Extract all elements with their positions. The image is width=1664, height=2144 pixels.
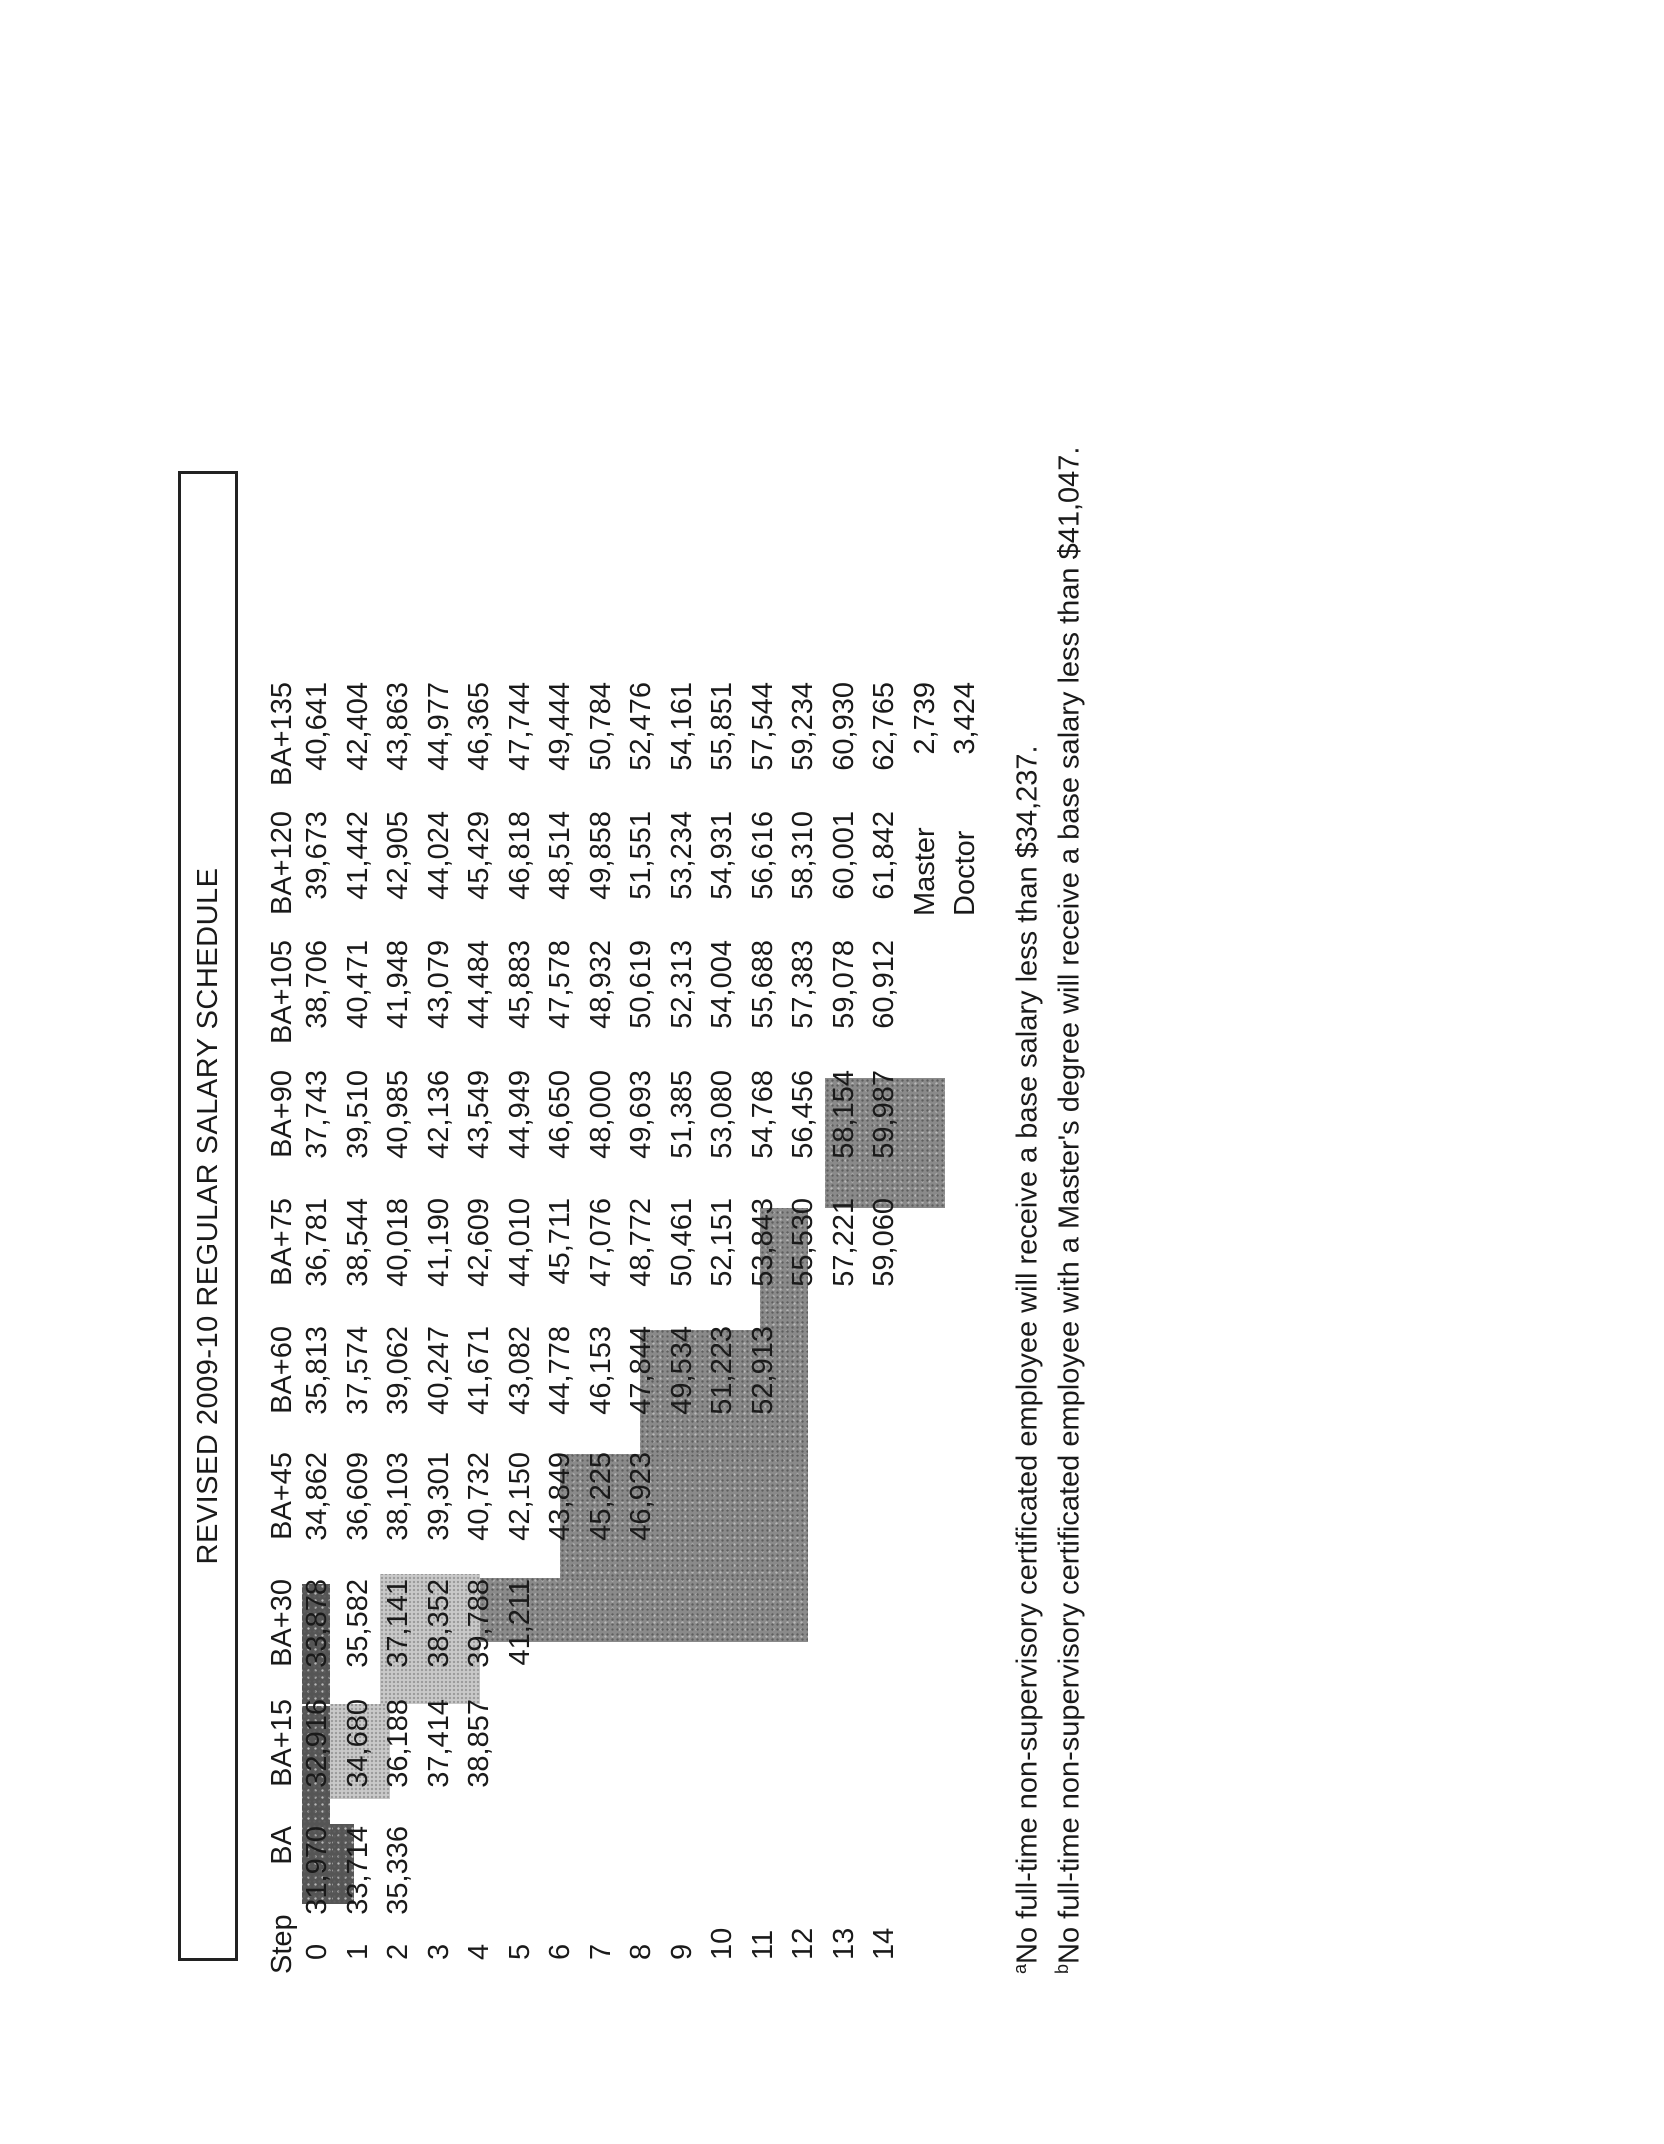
- step-number: 9: [665, 1943, 698, 1960]
- salary-cell: 31,970: [301, 1826, 333, 1915]
- salary-cell: 47,844: [625, 1326, 657, 1415]
- salary-cell: 39,510: [341, 1070, 374, 1159]
- salary-cell: 53,843: [746, 1198, 779, 1287]
- salary-cell: 35,582: [341, 1579, 374, 1668]
- step-number: 8: [625, 1943, 657, 1960]
- salary-cell: 40,247: [422, 1326, 455, 1415]
- salary-cell: 41,190: [422, 1198, 455, 1287]
- salary-cell: 36,188: [382, 1699, 414, 1788]
- salary-cell: 46,923: [625, 1452, 657, 1541]
- salary-cell: 40,018: [382, 1198, 414, 1287]
- column-header-step: Step: [266, 1914, 298, 1974]
- salary-cell: 52,913: [746, 1326, 779, 1415]
- salary-cell: 41,442: [341, 811, 374, 900]
- salary-cell: 42,905: [382, 811, 414, 900]
- salary-cell: 35,813: [301, 1326, 333, 1415]
- salary-cell: 39,062: [382, 1326, 414, 1415]
- salary-cell: 58,154: [827, 1070, 860, 1159]
- salary-cell: 56,456: [787, 1070, 819, 1159]
- step-number: 14: [868, 1927, 900, 1960]
- salary-cell: 60,930: [827, 682, 860, 771]
- stipend-label: Doctor: [949, 830, 981, 916]
- salary-cell: 54,931: [706, 811, 738, 900]
- salary-cell: 53,234: [665, 811, 698, 900]
- footnote-b-marker: b: [1052, 1963, 1072, 1974]
- salary-cell: 50,784: [584, 682, 617, 771]
- salary-cell: 46,818: [503, 811, 536, 900]
- salary-cell: 52,313: [665, 940, 698, 1029]
- salary-cell: 59,060: [868, 1198, 900, 1287]
- step-number: 5: [503, 1943, 536, 1960]
- salary-cell: 45,225: [584, 1452, 617, 1541]
- salary-cell: 59,078: [827, 940, 860, 1029]
- salary-cell: 40,641: [301, 682, 333, 771]
- step-number: 6: [544, 1943, 576, 1960]
- salary-cell: 46,650: [544, 1070, 576, 1159]
- salary-cell: 47,076: [584, 1198, 617, 1287]
- step-number: 3: [422, 1943, 455, 1960]
- salary-cell: 46,365: [463, 682, 495, 771]
- salary-cell: 48,772: [625, 1198, 657, 1287]
- schedule-title: REVISED 2009-10 REGULAR SALARY SCHEDULE: [178, 471, 238, 1961]
- salary-cell: 47,744: [503, 682, 536, 771]
- salary-cell: 58,310: [787, 811, 819, 900]
- salary-cell: 40,985: [382, 1070, 414, 1159]
- column-header: BA+135: [266, 682, 298, 787]
- salary-cell: 57,383: [787, 940, 819, 1029]
- salary-cell: 45,711: [544, 1198, 576, 1285]
- salary-cell: 59,234: [787, 682, 819, 771]
- salary-cell: 42,404: [341, 682, 374, 771]
- salary-cell: 51,385: [665, 1070, 698, 1159]
- salary-cell: 49,858: [584, 811, 617, 900]
- salary-cell: 40,471: [341, 940, 374, 1029]
- column-header: BA+105: [266, 940, 298, 1045]
- salary-cell: 41,671: [463, 1326, 495, 1415]
- salary-cell: 49,693: [625, 1070, 657, 1159]
- salary-cell: 48,932: [584, 940, 617, 1029]
- salary-cell: 51,551: [625, 811, 657, 900]
- salary-cell: 44,949: [503, 1070, 536, 1159]
- salary-cell: 59,987: [868, 1070, 900, 1159]
- salary-cell: 39,673: [301, 811, 333, 900]
- column-header: BA+60: [266, 1326, 298, 1414]
- step-number: 1: [341, 1943, 374, 1960]
- salary-cell: 54,768: [746, 1070, 779, 1159]
- salary-cell: 42,609: [463, 1198, 495, 1287]
- salary-cell: 44,778: [544, 1326, 576, 1415]
- salary-cell: 49,444: [544, 682, 576, 771]
- salary-cell: 35,336: [382, 1826, 414, 1915]
- salary-cell: 53,080: [706, 1070, 738, 1159]
- column-header: BA+30: [266, 1579, 298, 1667]
- salary-cell: 38,544: [341, 1198, 374, 1287]
- salary-cell: 36,781: [301, 1198, 333, 1287]
- salary-cell: 38,352: [422, 1579, 455, 1668]
- footnote-a-marker: a: [1010, 1963, 1030, 1974]
- step-number: 0: [301, 1943, 333, 1960]
- salary-cell: 39,788: [463, 1579, 495, 1668]
- salary-cell: 40,732: [463, 1452, 495, 1541]
- stipend-label: Master: [908, 827, 941, 916]
- footnote-b-text: No full-time non-supervisory certificated employee with a Master's degree will receive a base salary less than $41,047.: [1053, 446, 1086, 1964]
- salary-cell: 48,000: [584, 1070, 617, 1159]
- step-number: 12: [787, 1927, 819, 1960]
- salary-cell: 43,082: [503, 1326, 536, 1415]
- salary-cell: 47,578: [544, 940, 576, 1029]
- salary-cell: 44,484: [463, 940, 495, 1029]
- step-number: 4: [463, 1943, 495, 1960]
- salary-cell: 57,221: [827, 1198, 860, 1287]
- salary-cell: 50,619: [625, 940, 657, 1029]
- salary-cell: 52,151: [706, 1198, 738, 1287]
- salary-cell: 41,948: [382, 940, 414, 1029]
- salary-cell: 41,211: [503, 1579, 536, 1666]
- salary-cell: 43,549: [463, 1070, 495, 1159]
- salary-cell: 33,878: [301, 1579, 333, 1668]
- salary-cell: 43,863: [382, 682, 414, 771]
- step-number: 2: [382, 1943, 414, 1960]
- salary-cell: 36,609: [341, 1452, 374, 1541]
- salary-cell: 44,010: [503, 1198, 536, 1287]
- salary-cell: 45,429: [463, 811, 495, 900]
- salary-cell: 43,849: [544, 1452, 576, 1541]
- salary-cell: 56,616: [746, 811, 779, 900]
- column-header: BA+120: [266, 811, 298, 916]
- salary-cell: 57,544: [746, 682, 779, 771]
- salary-cell: 61,842: [868, 811, 900, 900]
- salary-cell: 42,136: [422, 1070, 455, 1159]
- salary-cell: 54,004: [706, 940, 738, 1029]
- salary-cell: 44,977: [422, 682, 455, 771]
- footnote-a: [1010, 745, 1045, 1974]
- column-header: BA: [266, 1826, 298, 1865]
- step-number: 7: [584, 1943, 617, 1960]
- footnote-b: [1052, 447, 1087, 1975]
- salary-cell: 55,688: [746, 940, 779, 1029]
- salary-cell: 55,530: [787, 1198, 819, 1287]
- salary-cell: 43,079: [422, 940, 455, 1029]
- footnote-a-text: No full-time non-supervisory certificated employee will receive a base salary less than $34,237.: [1011, 745, 1044, 1964]
- salary-cell: 37,574: [341, 1326, 374, 1415]
- salary-cell: 37,414: [422, 1699, 455, 1788]
- salary-cell: 55,851: [706, 682, 738, 771]
- step-number: 11: [746, 1929, 779, 1960]
- column-header: BA+90: [266, 1070, 298, 1158]
- salary-cell: 60,001: [827, 811, 860, 900]
- salary-cell: 42,150: [503, 1452, 536, 1541]
- salary-cell: 54,161: [665, 682, 698, 771]
- step-number: 13: [827, 1927, 860, 1960]
- column-header: BA+45: [266, 1452, 298, 1540]
- salary-cell: 45,883: [503, 940, 536, 1029]
- salary-cell: 32,916: [301, 1699, 333, 1788]
- salary-cell: 46,153: [584, 1326, 617, 1415]
- stipend-value: 2,739: [908, 682, 941, 755]
- column-header: BA+75: [266, 1198, 298, 1286]
- salary-cell: 51,223: [706, 1326, 738, 1415]
- stipend-value: 3,424: [949, 682, 981, 755]
- salary-cell: 37,141: [382, 1579, 414, 1668]
- salary-cell: 38,103: [382, 1452, 414, 1541]
- salary-cell: 52,476: [625, 682, 657, 771]
- salary-cell: 60,912: [868, 940, 900, 1029]
- salary-cell: 34,862: [301, 1452, 333, 1541]
- salary-cell: 39,301: [422, 1452, 455, 1541]
- salary-cell: 34,680: [341, 1699, 374, 1788]
- salary-cell: 37,743: [301, 1070, 333, 1159]
- step-number: 10: [706, 1927, 738, 1960]
- salary-cell: 44,024: [422, 811, 455, 900]
- salary-cell: 62,765: [868, 682, 900, 771]
- salary-cell: 38,857: [463, 1699, 495, 1788]
- salary-cell: 49,534: [665, 1326, 698, 1415]
- salary-cell: 50,461: [665, 1198, 698, 1287]
- salary-cell: 38,706: [301, 940, 333, 1029]
- salary-cell: 48,514: [544, 811, 576, 900]
- column-header: BA+15: [266, 1699, 298, 1787]
- salary-cell: 33,714: [341, 1826, 374, 1915]
